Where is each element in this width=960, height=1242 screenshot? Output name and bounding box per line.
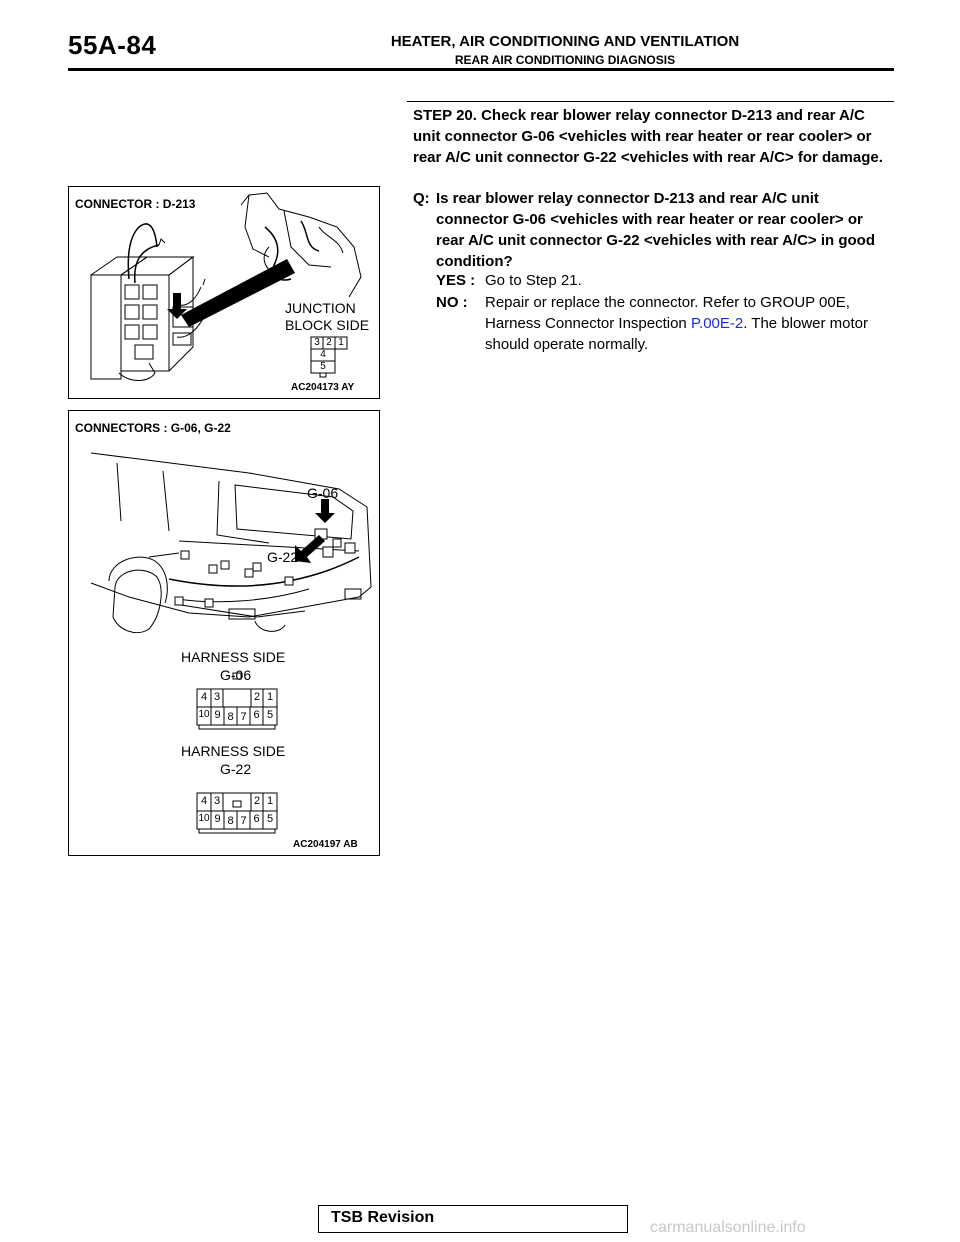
g06-pin-6: 6 (253, 709, 260, 721)
no-text-before: Repair or replace the connector. Refer to GROUP 00E, Harness Connector Inspection (485, 294, 850, 332)
g06-pin-5: 5 (266, 709, 274, 721)
question-text: Is rear blower relay connector D-213 and rear A/C unit connector G-06 <vehicles with rear heater or rear cooler> or rear A/C unit connector G-22 <vehicles with rear A/C> in good condition? (436, 190, 875, 270)
yes-label: YES : (436, 272, 476, 289)
pin-3: 3 (314, 337, 320, 348)
yes-text: Go to Step 21. (485, 272, 582, 289)
figure-connector-d213 (68, 186, 380, 399)
g06-pin-3: 3 (213, 691, 221, 703)
g06-pin-9: 9 (214, 709, 221, 721)
step-heading: STEP 20. Check rear blower relay connector D-213 and rear A/C unit connector G-06 <vehicles with rear heater or rear cooler> or rear A/C unit connector G-22 <vehicles with rear A/C> for damage. (413, 107, 883, 166)
g06-pin-4: 4 (200, 691, 208, 703)
question-label: Q: (413, 190, 430, 207)
pin-1: 1 (338, 337, 344, 348)
vehicle-rear-illustration (69, 411, 379, 855)
g06-pin-10: 10 (198, 709, 210, 720)
g22-pin-3: 3 (213, 795, 221, 807)
harness-g22-label: G-22 (220, 761, 252, 777)
g22-pin-8: 8 (227, 815, 234, 827)
tsb-revision-label: TSB Revision (331, 1209, 435, 1226)
header-rule (68, 68, 894, 71)
g22-pin-1: 1 (266, 795, 274, 807)
g22-pin-5: 5 (266, 813, 274, 825)
reference-link[interactable]: P.00E-2 (690, 315, 744, 332)
g22-pin-4: 4 (200, 795, 208, 807)
g06-pin-7: 7 (240, 711, 247, 723)
step-divider (407, 101, 894, 102)
harness-side-label: HARNESS SIDE (181, 743, 286, 759)
figure-connectors-g06-g22 (68, 410, 380, 856)
no-text (485, 292, 890, 355)
g22-pin-6: 6 (253, 813, 260, 825)
callout-g22: G-22 (267, 549, 299, 565)
figure-code: AC204173 AY (291, 382, 355, 393)
harness-side-label: HARNESS SIDE (181, 649, 286, 665)
junction-label: JUNCTION (285, 300, 356, 316)
no-label: NO : (436, 294, 468, 311)
figure-code: AC204197 AB (293, 839, 358, 850)
section-subtitle: REAR AIR CONDITIONING DIAGNOSIS (454, 53, 676, 67)
figure-title: CONNECTORS : G-06, G-22 (75, 421, 231, 435)
pin-5: 5 (320, 361, 326, 372)
harness-g06-label: G-06 (220, 667, 252, 683)
page-number: 55A-84 (68, 30, 157, 60)
pin-2: 2 (326, 337, 332, 348)
g06-pin-2: 2 (253, 691, 261, 703)
g06-pin-8: 8 (227, 711, 234, 723)
g06-pin-1: 1 (266, 691, 274, 703)
section-title: HEATER, AIR CONDITIONING AND VENTILATION (390, 33, 740, 50)
pin-4: 4 (320, 349, 326, 360)
no-text-after: . The blower motor should operate normally. (485, 315, 868, 353)
g22-pin-7: 7 (240, 815, 247, 827)
g22-pin-9: 9 (214, 813, 221, 825)
callout-g06: G-06 (307, 485, 339, 501)
g22-pin-10: 10 (198, 813, 210, 824)
g22-pin-2: 2 (253, 795, 261, 807)
block-side-label: BLOCK SIDE (285, 317, 370, 333)
watermark: carmanualsonline.info (650, 1219, 806, 1236)
figure-title: CONNECTOR : D-213 (75, 197, 196, 211)
